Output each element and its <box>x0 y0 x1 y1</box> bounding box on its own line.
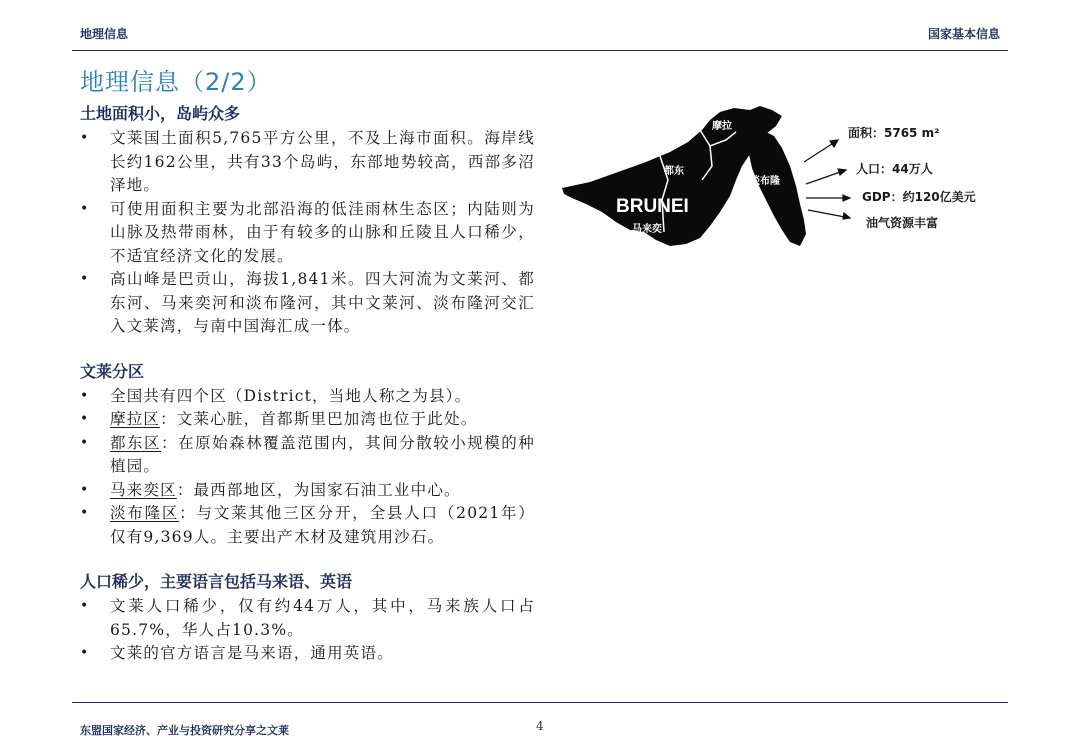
district-label-belait: 马来奕 <box>632 224 662 235</box>
list-item <box>80 432 535 479</box>
list-item: • 高山峰是巴贡山，海拔1,841米。四大河流为文莱河、都东河、马来奕河和淡布隆河，其中文莱河、淡布隆河交汇入文莱湾，与南中国海汇成一体。 <box>80 268 535 339</box>
district-name: 马来奕区 <box>110 480 177 499</box>
population-bullet-list <box>80 595 535 666</box>
list-item: • 文莱国土面积5,765平方公里，不及上海市面积。海岸线长约162公里，共有33个岛屿，东部地势较高，西部多沼泽地。 <box>80 127 535 198</box>
list-item <box>80 479 535 503</box>
fact-arrows <box>804 140 850 219</box>
list-item: • 文莱人口稀少，仅有约44万人，其中，马来族人口占65.7%，华人占10.3%。 <box>80 595 535 642</box>
district-name: 都东区 <box>110 433 162 452</box>
page-number: 4 <box>536 719 544 733</box>
district-label-tutong: 都东 <box>664 166 684 177</box>
district-intro: 全国共有四个区（District，当地人称之为县）。 <box>110 386 472 405</box>
page-title: 地理信息（2/2） <box>80 68 272 96</box>
content-column <box>80 103 535 666</box>
district-name: 淡布隆区 <box>110 504 180 522</box>
fact-gdp: GDP：约120亿美元 <box>862 190 976 204</box>
arrowhead <box>843 195 850 201</box>
footer-report-title: 东盟国家经济、产业与投资研究分享之文莱 <box>80 724 289 737</box>
header-chapter-label: 国家基本信息 <box>927 27 1000 41</box>
district-bullet-list <box>80 385 535 550</box>
fact-population: 人口：44万人 <box>856 162 933 176</box>
list-item <box>80 502 535 549</box>
footer-divider <box>72 702 1008 703</box>
header-divider <box>72 50 1008 51</box>
land-bullet-list <box>80 127 535 339</box>
fact-resources: 油气资源丰富 <box>866 216 939 230</box>
arrowhead <box>838 169 846 175</box>
district-name: 摩拉区 <box>110 410 161 428</box>
district-desc: ：在原始森林覆盖范围内，其间分散较小规模的种植园。 <box>110 433 535 475</box>
country-label: BRUNEI <box>616 196 689 217</box>
section-heading-land: 土地面积小，岛屿众多 <box>80 104 241 123</box>
brunei-east-landmass <box>748 130 806 246</box>
list-item: • 可使用面积主要为北部沿海的低洼雨林生态区；内陆则为山脉及热带雨林，由于有较多的山脉和丘陵且人口稀少，不适宜经济文化的发展。 <box>80 198 535 269</box>
district-desc: ：文莱心脏，首都斯里巴加湾也位于此处。 <box>160 410 478 428</box>
header-section-label: 地理信息 <box>80 27 129 41</box>
arrowhead <box>830 140 838 147</box>
section-heading-districts: 文莱分区 <box>80 361 145 381</box>
district-desc: ：最西部地区，为国家石油工业中心。 <box>176 480 461 499</box>
arrowhead <box>843 213 850 219</box>
section-heading-population: 人口稀少，主要语言包括马来语、英语 <box>80 572 353 591</box>
district-label-temburong: 淡布隆 <box>750 176 780 187</box>
district-label-muara: 摩拉 <box>712 121 732 132</box>
list-item <box>80 385 535 409</box>
fact-area: 面积：5765 m² <box>848 126 940 140</box>
district-desc: ：与文莱其他三区分开，全县人口（2021年）仅有9,369人。主要出产木材及建筑用沙石。 <box>110 504 535 546</box>
list-item <box>80 408 535 432</box>
list-item: • 文莱的官方语言是马来语，通用英语。 <box>80 642 535 666</box>
